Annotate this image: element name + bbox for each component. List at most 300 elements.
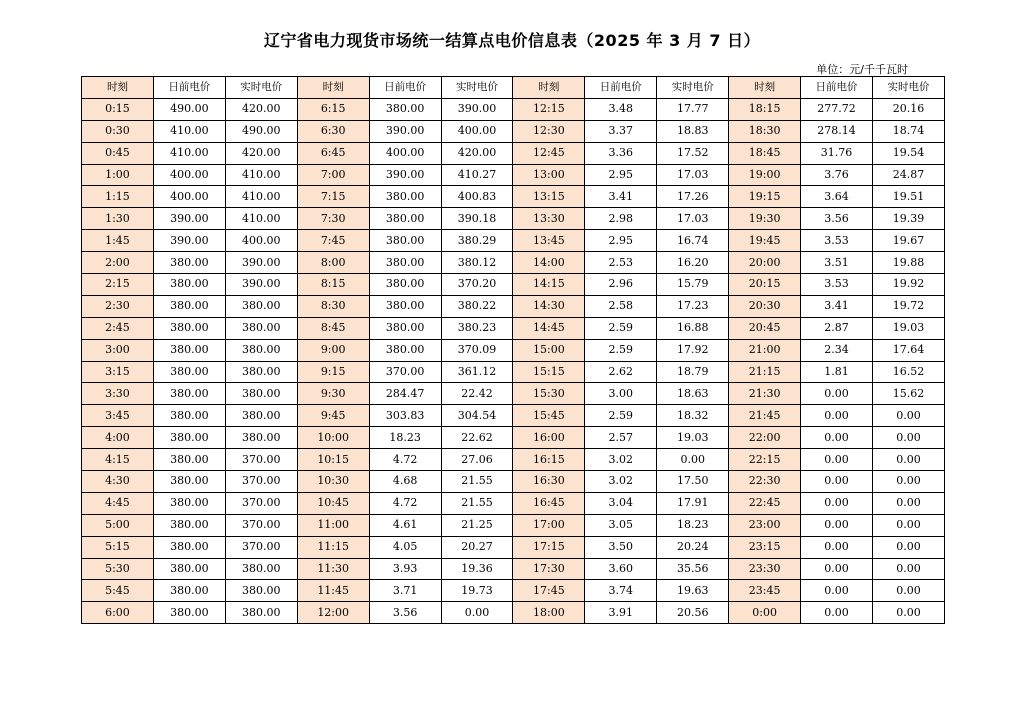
real-time-price-cell: 19.63 — [657, 580, 729, 602]
real-time-price-cell: 21.55 — [441, 492, 513, 514]
day-ahead-price-cell: 380.00 — [153, 449, 225, 471]
header-day-ahead: 日前电价 — [585, 77, 657, 99]
time-cell: 5:45 — [82, 580, 154, 602]
time-cell: 6:00 — [82, 602, 154, 624]
real-time-price-cell: 19.54 — [872, 142, 944, 164]
day-ahead-price-cell: 400.00 — [153, 164, 225, 186]
day-ahead-price-cell: 380.00 — [153, 317, 225, 339]
real-time-price-cell: 380.23 — [441, 317, 513, 339]
time-cell: 19:00 — [729, 164, 801, 186]
time-cell: 20:00 — [729, 252, 801, 274]
day-ahead-price-cell: 3.05 — [585, 514, 657, 536]
day-ahead-price-cell: 0.00 — [801, 405, 873, 427]
day-ahead-price-cell: 3.50 — [585, 536, 657, 558]
day-ahead-price-cell: 380.00 — [153, 602, 225, 624]
day-ahead-price-cell: 3.53 — [801, 230, 873, 252]
time-cell: 7:00 — [297, 164, 369, 186]
real-time-price-cell: 380.00 — [225, 339, 297, 361]
time-cell: 8:00 — [297, 252, 369, 274]
real-time-price-cell: 18.74 — [872, 120, 944, 142]
time-cell: 8:30 — [297, 295, 369, 317]
real-time-price-cell: 0.00 — [441, 602, 513, 624]
real-time-price-cell: 420.00 — [225, 142, 297, 164]
real-time-price-cell: 0.00 — [657, 449, 729, 471]
time-cell: 12:15 — [513, 98, 585, 120]
header-real-time: 实时电价 — [225, 77, 297, 99]
day-ahead-price-cell: 380.00 — [153, 471, 225, 493]
day-ahead-price-cell: 3.48 — [585, 98, 657, 120]
real-time-price-cell: 18.79 — [657, 361, 729, 383]
real-time-price-cell: 22.62 — [441, 427, 513, 449]
real-time-price-cell: 370.00 — [225, 514, 297, 536]
real-time-price-cell: 400.00 — [441, 120, 513, 142]
header-time: 时刻 — [729, 77, 801, 99]
table-row — [82, 558, 945, 580]
time-cell: 17:45 — [513, 580, 585, 602]
day-ahead-price-cell: 3.04 — [585, 492, 657, 514]
time-cell: 2:30 — [82, 295, 154, 317]
real-time-price-cell: 490.00 — [225, 120, 297, 142]
time-cell: 15:45 — [513, 405, 585, 427]
time-cell: 0:00 — [729, 602, 801, 624]
time-cell: 10:45 — [297, 492, 369, 514]
real-time-price-cell: 16.52 — [872, 361, 944, 383]
real-time-price-cell: 0.00 — [872, 514, 944, 536]
time-cell: 1:15 — [82, 186, 154, 208]
day-ahead-price-cell: 380.00 — [153, 252, 225, 274]
day-ahead-price-cell: 380.00 — [369, 230, 441, 252]
day-ahead-price-cell: 0.00 — [801, 536, 873, 558]
time-cell: 16:15 — [513, 449, 585, 471]
real-time-price-cell: 18.23 — [657, 514, 729, 536]
day-ahead-price-cell: 380.00 — [369, 295, 441, 317]
day-ahead-price-cell: 380.00 — [369, 208, 441, 230]
time-cell: 11:45 — [297, 580, 369, 602]
day-ahead-price-cell: 380.00 — [153, 295, 225, 317]
real-time-price-cell: 400.00 — [225, 230, 297, 252]
time-cell: 5:15 — [82, 536, 154, 558]
time-cell: 2:45 — [82, 317, 154, 339]
real-time-price-cell: 19.39 — [872, 208, 944, 230]
time-cell: 23:45 — [729, 580, 801, 602]
table-row — [82, 120, 945, 142]
real-time-price-cell: 19.36 — [441, 558, 513, 580]
time-cell: 4:15 — [82, 449, 154, 471]
time-cell: 14:30 — [513, 295, 585, 317]
real-time-price-cell: 17.52 — [657, 142, 729, 164]
day-ahead-price-cell: 277.72 — [801, 98, 873, 120]
real-time-price-cell: 0.00 — [872, 602, 944, 624]
real-time-price-cell: 0.00 — [872, 558, 944, 580]
time-cell: 22:15 — [729, 449, 801, 471]
table-row — [82, 536, 945, 558]
time-cell: 3:45 — [82, 405, 154, 427]
table-row — [82, 339, 945, 361]
real-time-price-cell: 0.00 — [872, 427, 944, 449]
real-time-price-cell: 17.64 — [872, 339, 944, 361]
real-time-price-cell: 400.83 — [441, 186, 513, 208]
time-cell: 18:00 — [513, 602, 585, 624]
time-cell: 20:30 — [729, 295, 801, 317]
day-ahead-price-cell: 380.00 — [153, 427, 225, 449]
day-ahead-price-cell: 400.00 — [153, 186, 225, 208]
day-ahead-price-cell: 31.76 — [801, 142, 873, 164]
table-row — [82, 164, 945, 186]
day-ahead-price-cell: 0.00 — [801, 471, 873, 493]
day-ahead-price-cell: 3.56 — [369, 602, 441, 624]
real-time-price-cell: 27.06 — [441, 449, 513, 471]
time-cell: 15:30 — [513, 383, 585, 405]
day-ahead-price-cell: 2.58 — [585, 295, 657, 317]
day-ahead-price-cell: 2.96 — [585, 274, 657, 296]
real-time-price-cell: 380.00 — [225, 580, 297, 602]
time-cell: 21:15 — [729, 361, 801, 383]
time-cell: 7:15 — [297, 186, 369, 208]
time-cell: 20:15 — [729, 274, 801, 296]
table-row — [82, 361, 945, 383]
day-ahead-price-cell: 380.00 — [369, 274, 441, 296]
header-real-time: 实时电价 — [657, 77, 729, 99]
time-cell: 19:45 — [729, 230, 801, 252]
real-time-price-cell: 380.00 — [225, 427, 297, 449]
time-cell: 17:15 — [513, 536, 585, 558]
day-ahead-price-cell: 0.00 — [801, 427, 873, 449]
real-time-price-cell: 410.00 — [225, 164, 297, 186]
table-row — [82, 230, 945, 252]
time-cell: 16:45 — [513, 492, 585, 514]
time-cell: 15:00 — [513, 339, 585, 361]
header-real-time: 实时电价 — [872, 77, 944, 99]
time-cell: 23:30 — [729, 558, 801, 580]
time-cell: 9:15 — [297, 361, 369, 383]
day-ahead-price-cell: 390.00 — [369, 164, 441, 186]
real-time-price-cell: 19.51 — [872, 186, 944, 208]
time-cell: 4:30 — [82, 471, 154, 493]
real-time-price-cell: 17.91 — [657, 492, 729, 514]
real-time-price-cell: 370.00 — [225, 449, 297, 471]
real-time-price-cell: 380.00 — [225, 295, 297, 317]
day-ahead-price-cell: 2.95 — [585, 164, 657, 186]
real-time-price-cell: 0.00 — [872, 405, 944, 427]
table-row — [82, 514, 945, 536]
real-time-price-cell: 19.72 — [872, 295, 944, 317]
real-time-price-cell: 370.20 — [441, 274, 513, 296]
real-time-price-cell: 0.00 — [872, 536, 944, 558]
real-time-price-cell: 380.12 — [441, 252, 513, 274]
day-ahead-price-cell: 380.00 — [369, 317, 441, 339]
real-time-price-cell: 16.88 — [657, 317, 729, 339]
time-cell: 18:30 — [729, 120, 801, 142]
real-time-price-cell: 18.83 — [657, 120, 729, 142]
time-cell: 1:00 — [82, 164, 154, 186]
day-ahead-price-cell: 380.00 — [153, 580, 225, 602]
day-ahead-price-cell: 380.00 — [369, 252, 441, 274]
time-cell: 16:00 — [513, 427, 585, 449]
day-ahead-price-cell: 0.00 — [801, 449, 873, 471]
real-time-price-cell: 390.18 — [441, 208, 513, 230]
time-cell: 0:30 — [82, 120, 154, 142]
time-cell: 19:15 — [729, 186, 801, 208]
day-ahead-price-cell: 0.00 — [801, 383, 873, 405]
time-cell: 1:30 — [82, 208, 154, 230]
table-row — [82, 186, 945, 208]
day-ahead-price-cell: 4.72 — [369, 492, 441, 514]
day-ahead-price-cell: 4.68 — [369, 471, 441, 493]
real-time-price-cell: 380.29 — [441, 230, 513, 252]
time-cell: 9:45 — [297, 405, 369, 427]
time-cell: 13:00 — [513, 164, 585, 186]
day-ahead-price-cell: 3.02 — [585, 449, 657, 471]
time-cell: 10:00 — [297, 427, 369, 449]
real-time-price-cell: 19.03 — [657, 427, 729, 449]
day-ahead-price-cell: 0.00 — [801, 514, 873, 536]
real-time-price-cell: 17.92 — [657, 339, 729, 361]
time-cell: 17:30 — [513, 558, 585, 580]
table-header-row — [82, 77, 945, 99]
day-ahead-price-cell: 3.53 — [801, 274, 873, 296]
real-time-price-cell: 16.74 — [657, 230, 729, 252]
time-cell: 22:45 — [729, 492, 801, 514]
table-row — [82, 295, 945, 317]
day-ahead-price-cell: 3.91 — [585, 602, 657, 624]
day-ahead-price-cell: 0.00 — [801, 580, 873, 602]
time-cell: 17:00 — [513, 514, 585, 536]
day-ahead-price-cell: 2.59 — [585, 339, 657, 361]
time-cell: 3:15 — [82, 361, 154, 383]
time-cell: 19:30 — [729, 208, 801, 230]
time-cell: 20:45 — [729, 317, 801, 339]
day-ahead-price-cell: 3.51 — [801, 252, 873, 274]
time-cell: 15:15 — [513, 361, 585, 383]
time-cell: 9:30 — [297, 383, 369, 405]
real-time-price-cell: 410.00 — [225, 208, 297, 230]
time-cell: 6:45 — [297, 142, 369, 164]
time-cell: 22:00 — [729, 427, 801, 449]
real-time-price-cell: 420.00 — [225, 98, 297, 120]
real-time-price-cell: 20.16 — [872, 98, 944, 120]
time-cell: 18:45 — [729, 142, 801, 164]
day-ahead-price-cell: 400.00 — [369, 142, 441, 164]
time-cell: 23:00 — [729, 514, 801, 536]
header-real-time: 实时电价 — [441, 77, 513, 99]
time-cell: 12:30 — [513, 120, 585, 142]
real-time-price-cell: 20.56 — [657, 602, 729, 624]
time-cell: 6:15 — [297, 98, 369, 120]
day-ahead-price-cell: 2.59 — [585, 405, 657, 427]
real-time-price-cell: 304.54 — [441, 405, 513, 427]
real-time-price-cell: 24.87 — [872, 164, 944, 186]
real-time-price-cell: 35.56 — [657, 558, 729, 580]
day-ahead-price-cell: 390.00 — [369, 120, 441, 142]
time-cell: 2:00 — [82, 252, 154, 274]
day-ahead-price-cell: 410.00 — [153, 142, 225, 164]
day-ahead-price-cell: 410.00 — [153, 120, 225, 142]
real-time-price-cell: 380.00 — [225, 361, 297, 383]
day-ahead-price-cell: 278.14 — [801, 120, 873, 142]
time-cell: 10:30 — [297, 471, 369, 493]
time-cell: 12:00 — [297, 602, 369, 624]
time-cell: 3:00 — [82, 339, 154, 361]
real-time-price-cell: 17.23 — [657, 295, 729, 317]
time-cell: 0:45 — [82, 142, 154, 164]
day-ahead-price-cell: 2.95 — [585, 230, 657, 252]
real-time-price-cell: 380.00 — [225, 317, 297, 339]
header-day-ahead: 日前电价 — [369, 77, 441, 99]
table-row — [82, 427, 945, 449]
table-row — [82, 405, 945, 427]
table-row — [82, 383, 945, 405]
time-cell: 14:45 — [513, 317, 585, 339]
time-cell: 4:45 — [82, 492, 154, 514]
table-row — [82, 142, 945, 164]
day-ahead-price-cell: 380.00 — [153, 339, 225, 361]
time-cell: 3:30 — [82, 383, 154, 405]
day-ahead-price-cell: 2.57 — [585, 427, 657, 449]
day-ahead-price-cell: 3.74 — [585, 580, 657, 602]
header-day-ahead: 日前电价 — [153, 77, 225, 99]
real-time-price-cell: 18.32 — [657, 405, 729, 427]
table-body — [82, 98, 945, 623]
real-time-price-cell: 16.20 — [657, 252, 729, 274]
time-cell: 16:30 — [513, 471, 585, 493]
time-cell: 12:45 — [513, 142, 585, 164]
day-ahead-price-cell: 490.00 — [153, 98, 225, 120]
real-time-price-cell: 361.12 — [441, 361, 513, 383]
time-cell: 4:00 — [82, 427, 154, 449]
day-ahead-price-cell: 390.00 — [153, 208, 225, 230]
real-time-price-cell: 21.25 — [441, 514, 513, 536]
real-time-price-cell: 410.27 — [441, 164, 513, 186]
day-ahead-price-cell: 3.64 — [801, 186, 873, 208]
real-time-price-cell: 0.00 — [872, 471, 944, 493]
header-time: 时刻 — [82, 77, 154, 99]
real-time-price-cell: 380.22 — [441, 295, 513, 317]
day-ahead-price-cell: 2.62 — [585, 361, 657, 383]
table-row — [82, 252, 945, 274]
day-ahead-price-cell: 284.47 — [369, 383, 441, 405]
real-time-price-cell: 20.24 — [657, 536, 729, 558]
real-time-price-cell: 17.03 — [657, 164, 729, 186]
real-time-price-cell: 19.03 — [872, 317, 944, 339]
day-ahead-price-cell: 3.56 — [801, 208, 873, 230]
day-ahead-price-cell: 380.00 — [153, 361, 225, 383]
day-ahead-price-cell: 2.98 — [585, 208, 657, 230]
day-ahead-price-cell: 0.00 — [801, 558, 873, 580]
time-cell: 13:45 — [513, 230, 585, 252]
table-row — [82, 449, 945, 471]
table-row — [82, 274, 945, 296]
real-time-price-cell: 390.00 — [225, 252, 297, 274]
day-ahead-price-cell: 380.00 — [369, 98, 441, 120]
time-cell: 2:15 — [82, 274, 154, 296]
day-ahead-price-cell: 3.36 — [585, 142, 657, 164]
real-time-price-cell: 19.88 — [872, 252, 944, 274]
time-cell: 22:30 — [729, 471, 801, 493]
day-ahead-price-cell: 0.00 — [801, 602, 873, 624]
real-time-price-cell: 380.00 — [225, 383, 297, 405]
table-row — [82, 98, 945, 120]
day-ahead-price-cell: 3.41 — [801, 295, 873, 317]
real-time-price-cell: 380.00 — [225, 602, 297, 624]
time-cell: 21:30 — [729, 383, 801, 405]
time-cell: 11:30 — [297, 558, 369, 580]
real-time-price-cell: 17.50 — [657, 471, 729, 493]
real-time-price-cell: 390.00 — [441, 98, 513, 120]
real-time-price-cell: 17.77 — [657, 98, 729, 120]
day-ahead-price-cell: 3.00 — [585, 383, 657, 405]
day-ahead-price-cell: 2.34 — [801, 339, 873, 361]
day-ahead-price-cell: 3.93 — [369, 558, 441, 580]
time-cell: 5:30 — [82, 558, 154, 580]
real-time-price-cell: 390.00 — [225, 274, 297, 296]
header-day-ahead: 日前电价 — [801, 77, 873, 99]
real-time-price-cell: 370.00 — [225, 492, 297, 514]
real-time-price-cell: 19.92 — [872, 274, 944, 296]
time-cell: 14:15 — [513, 274, 585, 296]
day-ahead-price-cell: 2.59 — [585, 317, 657, 339]
day-ahead-price-cell: 380.00 — [153, 274, 225, 296]
time-cell: 13:15 — [513, 186, 585, 208]
table-row — [82, 317, 945, 339]
real-time-price-cell: 420.00 — [441, 142, 513, 164]
time-cell: 11:15 — [297, 536, 369, 558]
time-cell: 21:45 — [729, 405, 801, 427]
time-cell: 9:00 — [297, 339, 369, 361]
time-cell: 0:15 — [82, 98, 154, 120]
time-cell: 23:15 — [729, 536, 801, 558]
time-cell: 6:30 — [297, 120, 369, 142]
day-ahead-price-cell: 370.00 — [369, 361, 441, 383]
time-cell: 8:15 — [297, 274, 369, 296]
day-ahead-price-cell: 4.61 — [369, 514, 441, 536]
table-row — [82, 602, 945, 624]
real-time-price-cell: 370.00 — [225, 536, 297, 558]
day-ahead-price-cell: 380.00 — [369, 339, 441, 361]
day-ahead-price-cell: 3.02 — [585, 471, 657, 493]
table-row — [82, 580, 945, 602]
day-ahead-price-cell: 0.00 — [801, 492, 873, 514]
day-ahead-price-cell: 380.00 — [369, 186, 441, 208]
time-cell: 8:45 — [297, 317, 369, 339]
real-time-price-cell: 380.00 — [225, 558, 297, 580]
day-ahead-price-cell: 3.71 — [369, 580, 441, 602]
table-row — [82, 471, 945, 493]
page-title: 辽宁省电力现货市场统一结算点电价信息表（2025 年 3 月 7 日） — [263, 31, 761, 50]
time-cell: 11:00 — [297, 514, 369, 536]
real-time-price-cell: 19.67 — [872, 230, 944, 252]
real-time-price-cell: 0.00 — [872, 492, 944, 514]
time-cell: 13:30 — [513, 208, 585, 230]
day-ahead-price-cell: 303.83 — [369, 405, 441, 427]
price-table — [81, 76, 945, 624]
day-ahead-price-cell: 380.00 — [153, 383, 225, 405]
real-time-price-cell: 0.00 — [872, 449, 944, 471]
day-ahead-price-cell: 380.00 — [153, 514, 225, 536]
header-time: 时刻 — [513, 77, 585, 99]
day-ahead-price-cell: 4.05 — [369, 536, 441, 558]
day-ahead-price-cell: 3.60 — [585, 558, 657, 580]
real-time-price-cell: 22.42 — [441, 383, 513, 405]
time-cell: 21:00 — [729, 339, 801, 361]
real-time-price-cell: 18.63 — [657, 383, 729, 405]
real-time-price-cell: 15.62 — [872, 383, 944, 405]
day-ahead-price-cell: 3.41 — [585, 186, 657, 208]
time-cell: 10:15 — [297, 449, 369, 471]
time-cell: 7:45 — [297, 230, 369, 252]
real-time-price-cell: 19.73 — [441, 580, 513, 602]
day-ahead-price-cell: 390.00 — [153, 230, 225, 252]
real-time-price-cell: 380.00 — [225, 405, 297, 427]
